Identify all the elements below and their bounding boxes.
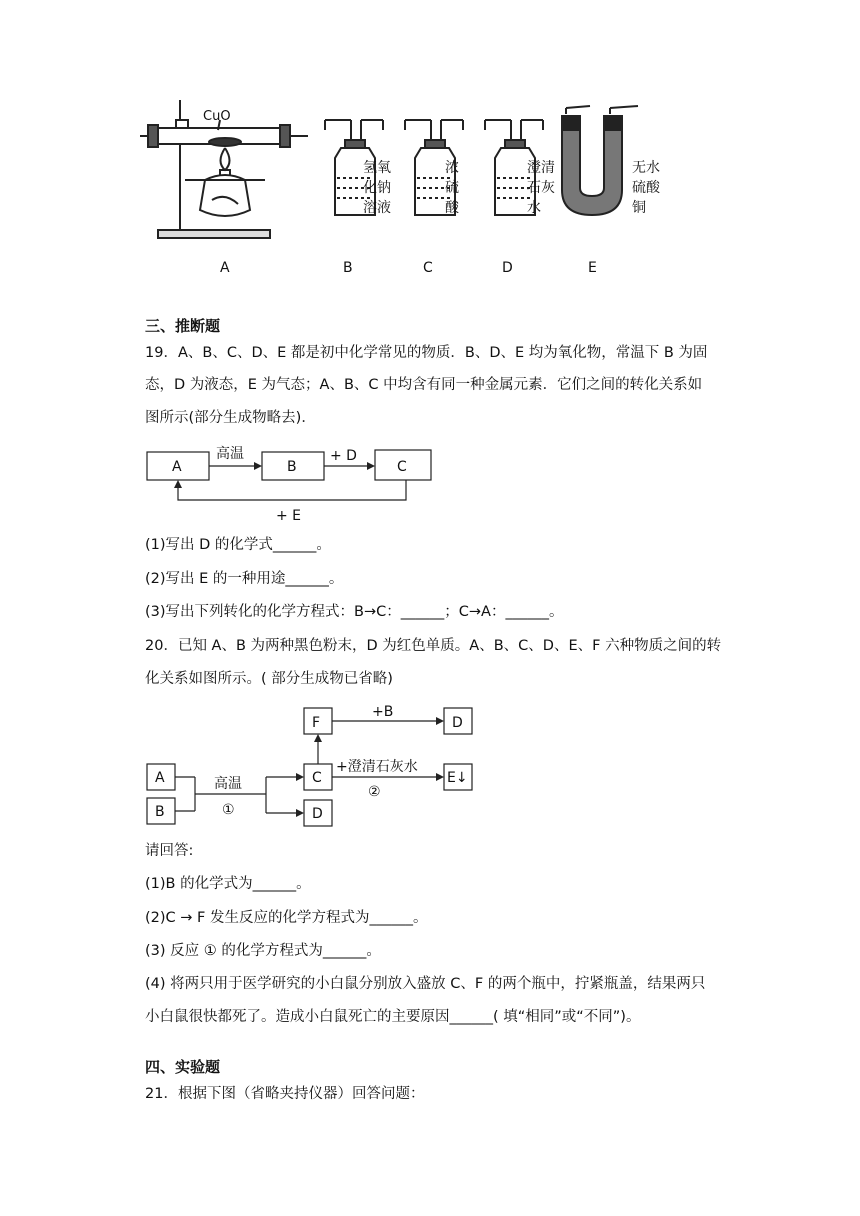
q19-box-b: B — [287, 459, 297, 475]
q19-line3: 图所示(部分生成物略去)． — [145, 410, 316, 426]
q20-box-e: E↓ — [447, 770, 468, 786]
q20-box-d1: D — [452, 715, 463, 731]
letter-d: D — [502, 260, 513, 276]
q19-box-a: A — [172, 459, 182, 475]
bottle-c-label-1: 浓 — [445, 160, 459, 176]
bottle-b-label-3: 溶液 — [363, 200, 391, 216]
q19-diagram — [140, 438, 460, 528]
q20-line1: 20．已知 A、B 为两种黑色粉末，D 为红色单质。A、B、C、D、E、F 六种物质之间的转 — [145, 638, 722, 654]
q20-sub4-line1: (4) 将两只用于医学研究的小白鼠分别放入盛放 C、F 的两个瓶中，拧紧瓶盖，结果两只 — [145, 976, 706, 992]
q20-box-d2: D — [312, 806, 323, 822]
q19-line2: 态，D 为液态，E 为气态；A、B、C 中均含有同一种金属元素．它们之间的转化关系如 — [145, 377, 703, 393]
q19-box-c: C — [397, 459, 407, 475]
letter-a: A — [220, 260, 230, 276]
q19-line1: 19．A、B、C、D、E 都是初中化学常见的物质．B、D、E 均为氧化物，常温下 B 为固 — [145, 345, 708, 361]
bottle-c-label-2: 硫 — [445, 180, 459, 196]
q20-box-c: C — [312, 770, 322, 786]
q19-arrow-bc: + D — [330, 448, 357, 464]
q20-circle2: ② — [368, 784, 381, 800]
q20-line2: 化关系如图所示。( 部分生成物已省略) — [145, 671, 393, 687]
bottle-d-label-3: 水 — [527, 200, 541, 216]
bottle-b-label-1: 氢氧 — [363, 160, 391, 176]
bottle-d-label-1: 澄清 — [527, 160, 555, 176]
q20-cond-fb: +B — [372, 704, 394, 720]
q19-arrow-ca: + E — [276, 508, 302, 524]
q21-line1: 21．根据下图（省略夹持仪器）回答问题： — [145, 1086, 425, 1102]
apparatus-figure — [140, 100, 680, 280]
q19-sub1: (1)写出 D 的化学式______。 — [145, 537, 331, 553]
letter-c: C — [423, 260, 433, 276]
tube-e-label-2: 硫酸 — [632, 180, 660, 196]
q20-cond-lime: +澄清石灰水 — [336, 759, 418, 775]
bottle-c-label-3: 酸 — [445, 200, 459, 216]
q20-diagram — [140, 700, 490, 830]
section4-title: 四、实验题 — [145, 1058, 221, 1076]
tube-e-label-1: 无水 — [632, 160, 660, 176]
q19-sub2: (2)写出 E 的一种用途______。 — [145, 571, 344, 587]
q20-box-f: F — [312, 715, 321, 731]
section3-title: 三、推断题 — [145, 317, 221, 335]
q20-cond-high-temp: 高温 — [214, 776, 242, 792]
q20-sub3: (3) 反应 ① 的化学方程式为______。 — [145, 943, 381, 959]
q20-sub4-line2: 小白鼠很快都死了。造成小白鼠死亡的主要原因______( 填“相同”或“不同”)。 — [145, 1009, 641, 1025]
q19-arrow-ab: 高温 — [216, 446, 244, 462]
q20-box-a: A — [155, 770, 165, 786]
q20-sub2: (2)C → F 发生反应的化学方程式为______。 — [145, 910, 428, 926]
q20-circle1: ① — [222, 802, 235, 818]
q20-prompt: 请回答: — [145, 843, 194, 859]
q20-box-b: B — [155, 804, 165, 820]
bottle-b-label-2: 化钠 — [363, 180, 391, 196]
q20-sub1: (1)B 的化学式为______。 — [145, 876, 311, 892]
letter-e: E — [588, 260, 597, 276]
tube-e-label-3: 铜 — [632, 200, 646, 216]
q19-sub3: (3)写出下列转化的化学方程式：B→C：______；C→A：______。 — [145, 604, 564, 620]
bottle-d-label-2: 石灰 — [527, 180, 555, 196]
letter-b: B — [343, 260, 353, 276]
cuo-label: CuO — [203, 109, 231, 124]
